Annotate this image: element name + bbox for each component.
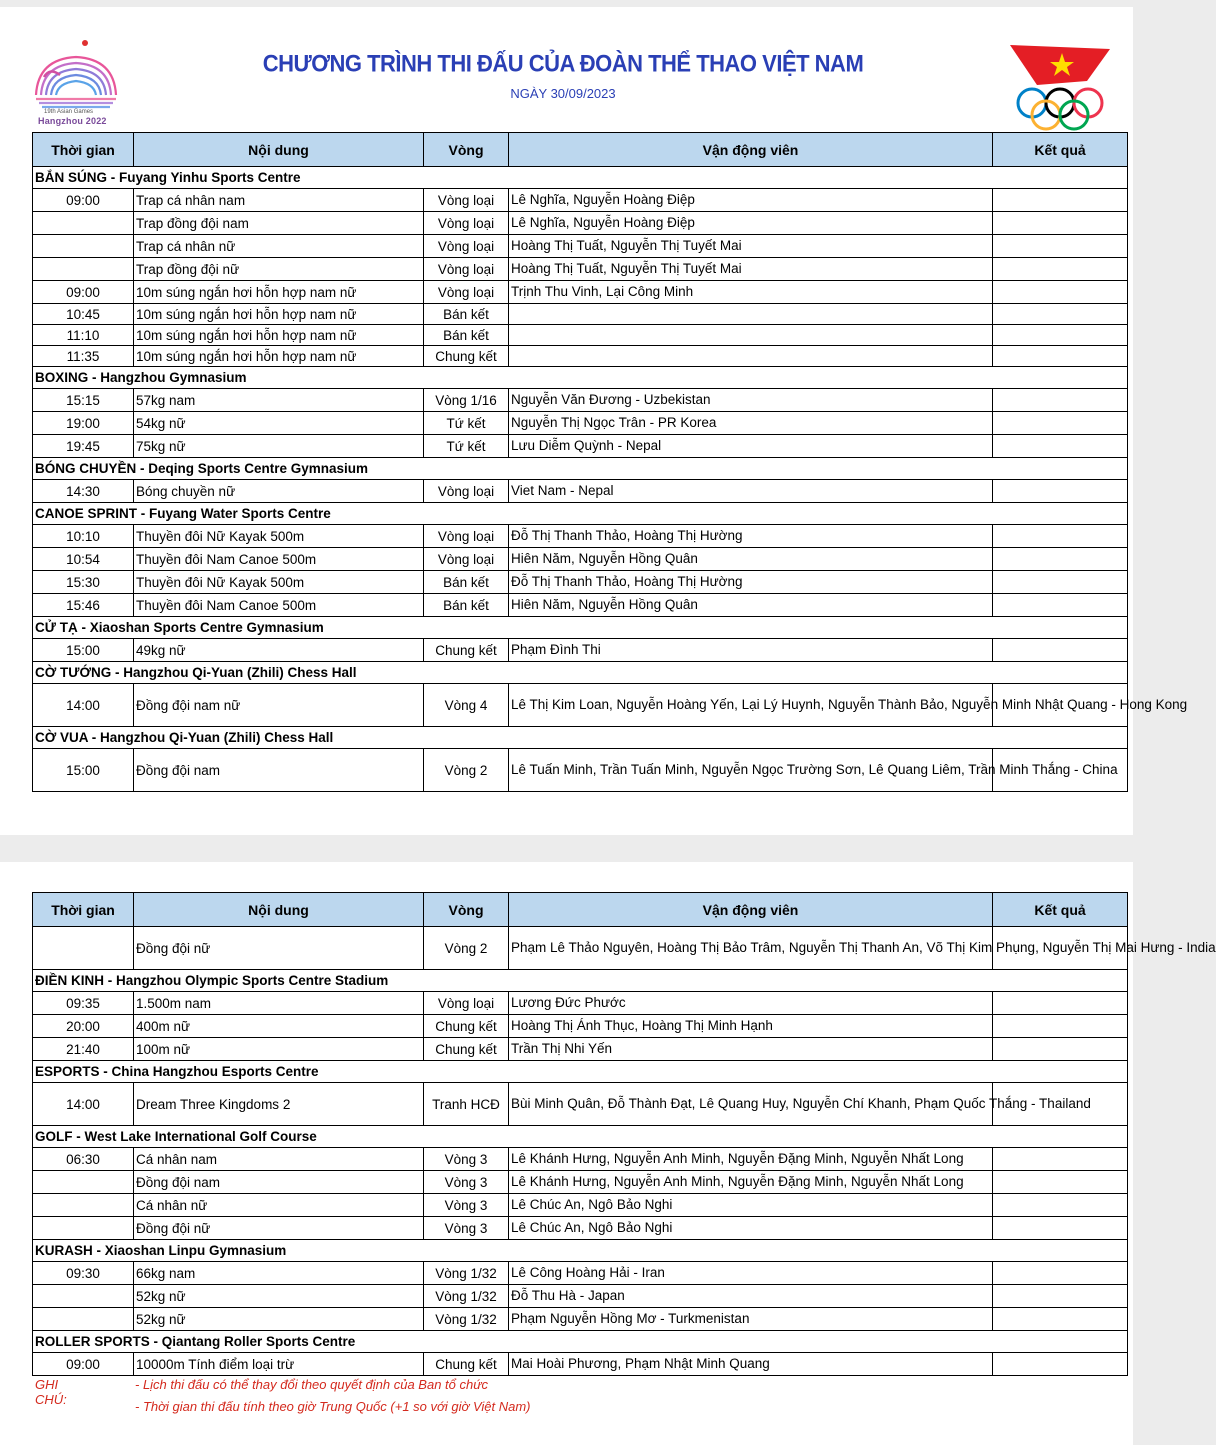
cell-event: Thuyền đôi Nữ Kayak 500m: [134, 571, 424, 594]
note-line-2: - Thời gian thi đấu tính theo giờ Trung Quốc (+1 so với giờ Việt Nam): [135, 1399, 531, 1414]
col-header-event: Nội dung: [134, 133, 424, 167]
table-row: [33, 435, 1128, 458]
cell-athletes: Lê Khánh Hưng, Nguyễn Anh Minh, Nguyễn Đặng Minh, Nguyễn Nhất Long: [509, 1148, 993, 1171]
table-row: [33, 235, 1128, 258]
table-row: [33, 1285, 1128, 1308]
cell-round: Tứ kết: [424, 412, 509, 435]
cell-athletes: Lê Thị Kim Loan, Nguyễn Hoàng Yến, Lại Lý Huynh, Nguyễn Thành Bảo, Nguyễn Minh Nhật Quang - Hong Kong: [509, 684, 993, 727]
cell-time: 09:30: [33, 1262, 134, 1285]
asian-games-emblem-icon: [30, 37, 125, 109]
sport-venue-row: [33, 458, 1128, 480]
table-row: [33, 525, 1128, 548]
col-header-athletes: Vận động viên: [509, 893, 993, 927]
cell-time: 19:45: [33, 435, 134, 458]
cell-round: Vòng 3: [424, 1217, 509, 1240]
sport-venue-label: CỜ VUA - Hangzhou Qi-Yuan (Zhili) Chess Hall: [33, 727, 1128, 749]
cell-athletes: Đỗ Thu Hà - Japan: [509, 1285, 993, 1308]
schedule-page-2: [0, 862, 1216, 1445]
cell-event: 52kg nữ: [134, 1285, 424, 1308]
cell-time: 09:00: [33, 1353, 134, 1376]
cell-time: 10:45: [33, 304, 134, 325]
cell-result: [993, 1353, 1128, 1376]
cell-round: Chung kết: [424, 1038, 509, 1061]
cell-athletes: Lưu Diễm Quỳnh - Nepal: [509, 435, 993, 458]
cell-time: 11:10: [33, 325, 134, 346]
sport-venue-label: CỜ TƯỚNG - Hangzhou Qi-Yuan (Zhili) Chess Hall: [33, 662, 1128, 684]
cell-event: Thuyền đôi Nam Canoe 500m: [134, 548, 424, 571]
sport-venue-row: [33, 1240, 1128, 1262]
sport-venue-label: KURASH - Xiaoshan Linpu Gymnasium: [33, 1240, 1128, 1262]
cell-athletes: Đỗ Thị Thanh Thảo, Hoàng Thị Hường: [509, 571, 993, 594]
cell-event: Trap đồng đội nữ: [134, 258, 424, 281]
cell-round: Bán kết: [424, 325, 509, 346]
cell-time: 19:00: [33, 412, 134, 435]
cell-round: Chung kết: [424, 639, 509, 662]
table-row: [33, 346, 1128, 367]
cell-round: Chung kết: [424, 1015, 509, 1038]
cell-round: Vòng 3: [424, 1194, 509, 1217]
cell-result: [993, 304, 1128, 325]
cell-event: 10m súng ngắn hơi hỗn hợp nam nữ: [134, 304, 424, 325]
page-title: CHƯƠNG TRÌNH THI ĐẤU CỦA ĐOÀN THỂ THAO VIỆT NAM: [262, 49, 864, 77]
cell-time: [33, 1194, 134, 1217]
cell-athletes: Trần Thị Nhi Yến: [509, 1038, 993, 1061]
cell-athletes: Lê Chúc An, Ngô Bảo Nghi: [509, 1217, 993, 1240]
cell-time: 15:30: [33, 571, 134, 594]
cell-event: 10m súng ngắn hơi hỗn hợp nam nữ: [134, 281, 424, 304]
table-row: [33, 571, 1128, 594]
cell-athletes: Mai Hoài Phương, Phạm Nhật Minh Quang: [509, 1353, 993, 1376]
sport-venue-row: [33, 617, 1128, 639]
cell-time: [33, 1308, 134, 1331]
cell-athletes: Lê Công Hoàng Hải - Iran: [509, 1262, 993, 1285]
table-row: [33, 325, 1128, 346]
cell-athletes: [509, 325, 993, 346]
cell-event: Cá nhân nữ: [134, 1194, 424, 1217]
cell-event: 49kg nữ: [134, 639, 424, 662]
table-row: [33, 281, 1128, 304]
cell-round: Bán kết: [424, 594, 509, 617]
cell-round: Vòng 3: [424, 1148, 509, 1171]
cell-event: Trap đồng đội nam: [134, 212, 424, 235]
schedule-page-1: [0, 7, 1188, 835]
cell-result: [993, 1194, 1128, 1217]
cell-event: 1.500m nam: [134, 992, 424, 1015]
cell-athletes: Hoàng Thị Tuất, Nguyễn Thị Tuyết Mai: [509, 258, 993, 281]
sport-venue-row: [33, 662, 1128, 684]
cell-athletes: Lê Khánh Hưng, Nguyễn Anh Minh, Nguyễn Đặng Minh, Nguyễn Nhất Long: [509, 1171, 993, 1194]
table-row: [33, 594, 1128, 617]
sport-venue-row: [33, 1126, 1128, 1148]
cell-time: 20:00: [33, 1015, 134, 1038]
cell-athletes: Lê Nghĩa, Nguyễn Hoàng Điệp: [509, 212, 993, 235]
cell-result: [993, 594, 1128, 617]
cell-athletes: Hiên Năm, Nguyễn Hồng Quân: [509, 594, 993, 617]
cell-event: Trap cá nhân nữ: [134, 235, 424, 258]
cell-round: Bán kết: [424, 571, 509, 594]
cell-time: 09:35: [33, 992, 134, 1015]
note-line-1: - Lịch thi đấu có thể thay đổi theo quyết định của Ban tổ chức: [135, 1377, 488, 1392]
cell-time: 15:00: [33, 749, 134, 792]
sport-venue-label: BOXING - Hangzhou Gymnasium: [33, 367, 1128, 389]
cell-time: 14:30: [33, 480, 134, 503]
col-header-result: Kết quả: [993, 133, 1128, 167]
cell-round: Vòng 3: [424, 1171, 509, 1194]
cell-athletes: Phạm Đình Thi: [509, 639, 993, 662]
cell-time: 15:15: [33, 389, 134, 412]
table-row: [33, 1148, 1128, 1171]
schedule-table-2: [32, 892, 1216, 1376]
cell-event: 400m nữ: [134, 1015, 424, 1038]
sport-venue-label: CỬ TẠ - Xiaoshan Sports Centre Gymnasium: [33, 617, 1128, 639]
cell-event: Cá nhân nam: [134, 1148, 424, 1171]
table-row: [33, 1194, 1128, 1217]
cell-result: [993, 1308, 1128, 1331]
cell-round: Chung kết: [424, 346, 509, 367]
cell-athletes: [509, 346, 993, 367]
cell-event: Đồng đội nam: [134, 1171, 424, 1194]
cell-result: [993, 992, 1128, 1015]
cell-event: Đồng đội nữ: [134, 1217, 424, 1240]
cell-time: 09:00: [33, 189, 134, 212]
cell-event: 57kg nam: [134, 389, 424, 412]
table-row: [33, 1015, 1128, 1038]
cell-result: [993, 1262, 1128, 1285]
cell-athletes: Hoàng Thị Ánh Thục, Hoàng Thị Minh Hạnh: [509, 1015, 993, 1038]
cell-result: [993, 389, 1128, 412]
cell-event: 100m nữ: [134, 1038, 424, 1061]
table-row: [33, 389, 1128, 412]
cell-time: 15:46: [33, 594, 134, 617]
col-header-athletes: Vận động viên: [509, 133, 993, 167]
col-header-time: Thời gian: [33, 133, 134, 167]
col-header-round: Vòng: [424, 893, 509, 927]
table-row: [33, 480, 1128, 503]
cell-time: [33, 927, 134, 970]
cell-result: [993, 1285, 1128, 1308]
table-row: [33, 304, 1128, 325]
cell-athletes: Nguyễn Văn Đương - Uzbekistan: [509, 389, 993, 412]
cell-result: [993, 412, 1128, 435]
cell-round: Vòng 1/16: [424, 389, 509, 412]
cell-round: Tứ kết: [424, 435, 509, 458]
cell-round: Vòng 2: [424, 749, 509, 792]
cell-time: [33, 1217, 134, 1240]
cell-round: Vòng loại: [424, 480, 509, 503]
cell-result: [993, 235, 1128, 258]
logo-line-1: 19th Asian Games: [44, 109, 94, 115]
cell-result: [993, 258, 1128, 281]
table-row: [33, 1308, 1128, 1331]
cell-event: 54kg nữ: [134, 412, 424, 435]
cell-result: [993, 525, 1128, 548]
cell-round: Vòng loại: [424, 525, 509, 548]
cell-time: 15:00: [33, 639, 134, 662]
cell-time: [33, 1171, 134, 1194]
cell-athletes: Phạm Lê Thảo Nguyên, Hoàng Thị Bảo Trâm, Nguyễn Thị Thanh An, Võ Thị Kim Phụng, Nguyễn Thị Mai Hưng - India: [509, 927, 993, 970]
cell-round: Vòng loại: [424, 189, 509, 212]
sport-venue-label: ĐIỀN KINH - Hangzhou Olympic Sports Centre Stadium: [33, 970, 1128, 992]
cell-result: [993, 435, 1128, 458]
table-header-row: [33, 893, 1128, 927]
sport-venue-row: [33, 727, 1128, 749]
cell-athletes: Lê Chúc An, Ngô Bảo Nghi: [509, 1194, 993, 1217]
cell-athletes: Phạm Nguyễn Hồng Mơ - Turkmenistan: [509, 1308, 993, 1331]
cell-round: Vòng 1/32: [424, 1285, 509, 1308]
table-row: [33, 639, 1128, 662]
cell-result: [993, 1038, 1128, 1061]
cell-athletes: Nguyễn Thị Ngọc Trân - PR Korea: [509, 412, 993, 435]
table-row: [33, 1217, 1128, 1240]
cell-result: [993, 1171, 1128, 1194]
cell-result: [993, 346, 1128, 367]
sport-venue-label: CANOE SPRINT - Fuyang Water Sports Centre: [33, 503, 1128, 525]
sport-venue-row: [33, 367, 1128, 389]
table-row: [33, 992, 1128, 1015]
cell-event: Đồng đội nam nữ: [134, 684, 424, 727]
table-row: [33, 1083, 1128, 1126]
table-row: [33, 927, 1128, 970]
table-row: [33, 684, 1128, 727]
cell-round: Vòng loại: [424, 281, 509, 304]
cell-result: [993, 1148, 1128, 1171]
sport-venue-row: [33, 167, 1128, 189]
cell-athletes: [509, 304, 993, 325]
table-row: [33, 749, 1128, 792]
cell-round: Bán kết: [424, 304, 509, 325]
cell-event: 66kg nam: [134, 1262, 424, 1285]
cell-athletes: Lê Tuấn Minh, Trần Tuấn Minh, Nguyễn Ngọc Trường Sơn, Lê Quang Liêm, Trần Minh Thắng - China: [509, 749, 993, 792]
cell-time: [33, 1285, 134, 1308]
cell-event: Bóng chuyền nữ: [134, 480, 424, 503]
cell-athletes: Đỗ Thị Thanh Thảo, Hoàng Thị Hường: [509, 525, 993, 548]
cell-round: Vòng loại: [424, 548, 509, 571]
cell-event: 52kg nữ: [134, 1308, 424, 1331]
cell-round: Vòng 2: [424, 927, 509, 970]
cell-result: [993, 281, 1128, 304]
sport-venue-row: [33, 503, 1128, 525]
cell-time: [33, 212, 134, 235]
cell-result: [993, 189, 1128, 212]
col-header-event: Nội dung: [134, 893, 424, 927]
sport-venue-label: ROLLER SPORTS - Qiantang Roller Sports Centre: [33, 1331, 1128, 1353]
cell-result: [993, 1217, 1128, 1240]
cell-time: 14:00: [33, 1083, 134, 1126]
cell-result: [993, 480, 1128, 503]
table-row: [33, 189, 1128, 212]
schedule-table-1: [32, 132, 1188, 792]
cell-time: 09:00: [33, 281, 134, 304]
cell-event: 75kg nữ: [134, 435, 424, 458]
cell-round: Vòng 4: [424, 684, 509, 727]
logo-line-2: Hangzhou 2022: [38, 116, 107, 126]
cell-athletes: Lương Đức Phước: [509, 992, 993, 1015]
sport-venue-row: [33, 1061, 1128, 1083]
cell-event: Thuyền đôi Nam Canoe 500m: [134, 594, 424, 617]
cell-round: Vòng loại: [424, 212, 509, 235]
asian-games-logo: [30, 37, 125, 134]
cell-time: 06:30: [33, 1148, 134, 1171]
cell-event: Đồng đội nữ: [134, 927, 424, 970]
cell-event: Trap cá nhân nam: [134, 189, 424, 212]
cell-round: Vòng 1/32: [424, 1308, 509, 1331]
cell-athletes: Bùi Minh Quân, Đỗ Thành Đạt, Lê Quang Huy, Nguyễn Chí Khanh, Phạm Quốc Thắng - Thailand: [509, 1083, 993, 1126]
table-row: [33, 412, 1128, 435]
sport-venue-row: [33, 1331, 1128, 1353]
cell-result: [993, 548, 1128, 571]
table-row: [33, 1262, 1128, 1285]
cell-event: 10m súng ngắn hơi hỗn hợp nam nữ: [134, 346, 424, 367]
cell-time: 14:00: [33, 684, 134, 727]
cell-athletes: Hiên Năm, Nguyễn Hồng Quân: [509, 548, 993, 571]
sport-venue-label: ESPORTS - China Hangzhou Esports Centre: [33, 1061, 1128, 1083]
cell-athletes: Lê Nghĩa, Nguyễn Hoàng Điệp: [509, 189, 993, 212]
cell-result: [993, 212, 1128, 235]
vietnam-olympic-committee-logo-icon: [1005, 35, 1115, 135]
cell-time: 10:10: [33, 525, 134, 548]
cell-time: [33, 258, 134, 281]
cell-round: Vòng loại: [424, 235, 509, 258]
col-header-round: Vòng: [424, 133, 509, 167]
cell-result: [993, 325, 1128, 346]
sport-venue-label: BẮN SÚNG - Fuyang Yinhu Sports Centre: [33, 167, 1128, 189]
table-row: [33, 1038, 1128, 1061]
cell-athletes: Hoàng Thị Tuất, Nguyễn Thị Tuyết Mai: [509, 235, 993, 258]
cell-athletes: Viet Nam - Nepal: [509, 480, 993, 503]
cell-event: 10000m Tính điểm loại trừ: [134, 1353, 424, 1376]
cell-event: Dream Three Kingdoms 2: [134, 1083, 424, 1126]
table-row: [33, 258, 1128, 281]
sport-venue-label: BÓNG CHUYỀN - Deqing Sports Centre Gymnasium: [33, 458, 1128, 480]
cell-round: Tranh HCĐ: [424, 1083, 509, 1126]
table-row: [33, 548, 1128, 571]
cell-result: [993, 571, 1128, 594]
cell-event: Đồng đội nam: [134, 749, 424, 792]
cell-time: 11:35: [33, 346, 134, 367]
col-header-time: Thời gian: [33, 893, 134, 927]
table-row: [33, 212, 1128, 235]
cell-time: 21:40: [33, 1038, 134, 1061]
cell-round: Vòng loại: [424, 992, 509, 1015]
notes-label: GHI CHÚ:: [35, 1377, 67, 1407]
cell-round: Vòng loại: [424, 258, 509, 281]
cell-round: Chung kết: [424, 1353, 509, 1376]
cell-time: 10:54: [33, 548, 134, 571]
sport-venue-label: GOLF - West Lake International Golf Course: [33, 1126, 1128, 1148]
cell-result: [993, 1015, 1128, 1038]
cell-event: Thuyền đôi Nữ Kayak 500m: [134, 525, 424, 548]
sport-venue-row: [33, 970, 1128, 992]
cell-athletes: Trịnh Thu Vinh, Lại Công Minh: [509, 281, 993, 304]
page-date: NGÀY 30/09/2023: [510, 86, 616, 101]
cell-event: 10m súng ngắn hơi hỗn hợp nam nữ: [134, 325, 424, 346]
table-header-row: [33, 133, 1128, 167]
table-row: [33, 1171, 1128, 1194]
col-header-result: Kết quả: [993, 893, 1128, 927]
cell-round: Vòng 1/32: [424, 1262, 509, 1285]
table-row: [33, 1353, 1128, 1376]
cell-time: [33, 235, 134, 258]
cell-result: [993, 639, 1128, 662]
